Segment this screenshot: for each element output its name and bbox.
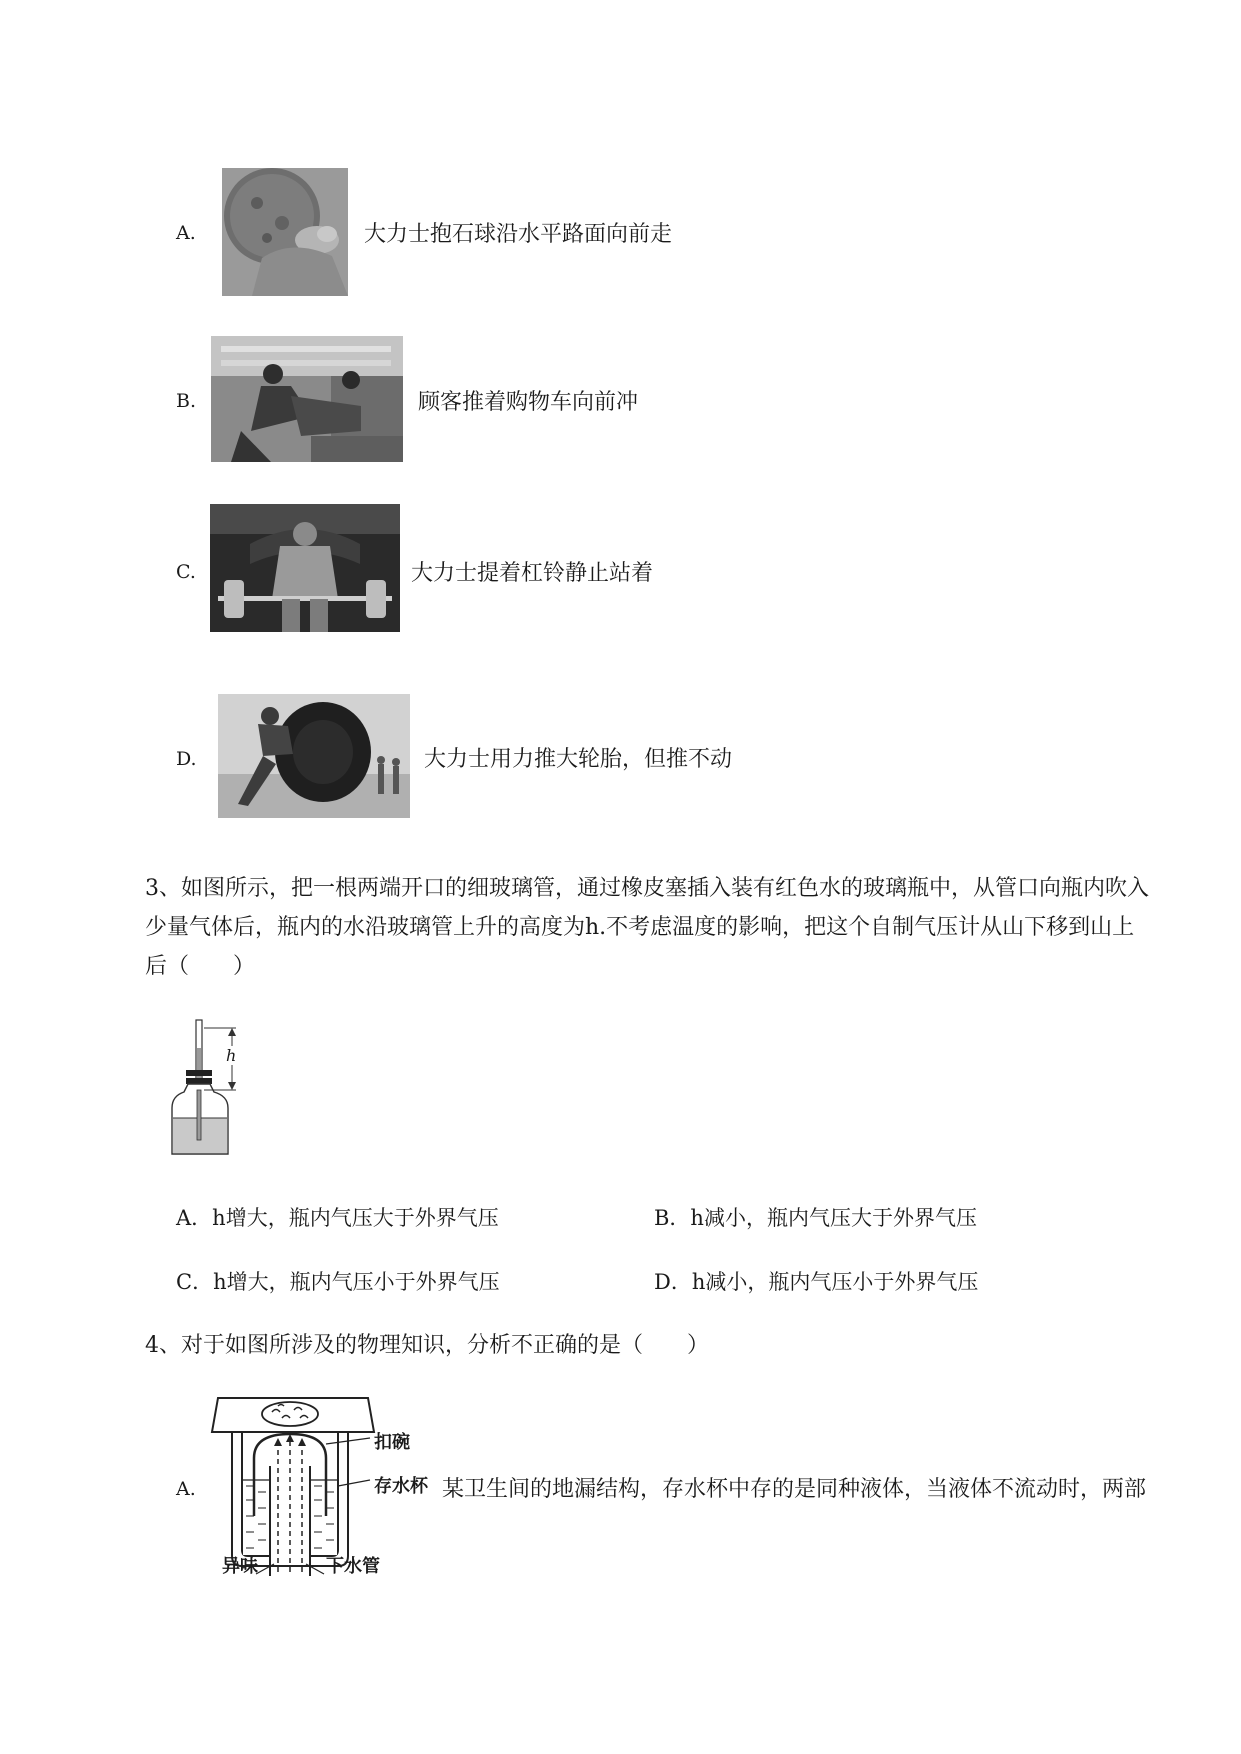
question-3-text: 3、如图所示，把一根两端开口的细玻璃管，通过橡皮塞插入装有红色水的玻璃瓶中，从管口向瓶内吹入少量气体后，瓶内的水沿玻璃管上升的高度为h.不考虑温度的影响，把这个自制气压计从山下移到山上后（ ） (145, 876, 1150, 979)
label-water-cup: 存水杯 (374, 1476, 428, 1497)
question-4-text: 4、对于如图所涉及的物理知识，分析不正确的是（ ） (145, 1333, 709, 1358)
option-caption: 大力士提着杠铃静止站着 (411, 561, 654, 586)
q3-option-d: D．h减小，瓶内气压小于外界气压 (654, 1270, 979, 1294)
option-letter: B. (176, 390, 197, 412)
label-drain-pipe: 下水管 (326, 1556, 380, 1577)
label-odor: 异味 (222, 1556, 258, 1577)
customer-pushing-shopping-cart-photo (211, 336, 403, 462)
label-inverted-bowl: 扣碗 (374, 1432, 410, 1453)
option-letter: C. (176, 561, 196, 583)
option-letter: A. (176, 222, 196, 244)
q4-option-a-text: 某卫生间的地漏结构，存水杯中存的是同种液体，当液体不流动时，两部 (442, 1477, 1147, 1502)
q3-option-c: C．h增大，瓶内气压小于外界气压 (176, 1270, 500, 1294)
height-label-h: h (226, 1046, 237, 1065)
option-letter: A. (176, 1478, 196, 1500)
q3-option-b: B．h减小，瓶内气压大于外界气压 (654, 1206, 977, 1230)
option-letter: D. (176, 748, 197, 770)
barometer-bottle-figure (170, 1018, 260, 1158)
strongman-holding-barbell-photo (210, 504, 400, 632)
option-caption: 大力士抱石球沿水平路面向前走 (364, 222, 673, 247)
q3-option-a: A．h增大，瓶内气压大于外界气压 (176, 1206, 499, 1230)
strongman-carrying-stone-ball-photo (222, 168, 348, 296)
strongman-pushing-tire-photo (218, 694, 410, 818)
option-caption: 大力士用力推大轮胎，但推不动 (424, 747, 733, 772)
option-caption: 顾客推着购物车向前冲 (418, 390, 639, 415)
